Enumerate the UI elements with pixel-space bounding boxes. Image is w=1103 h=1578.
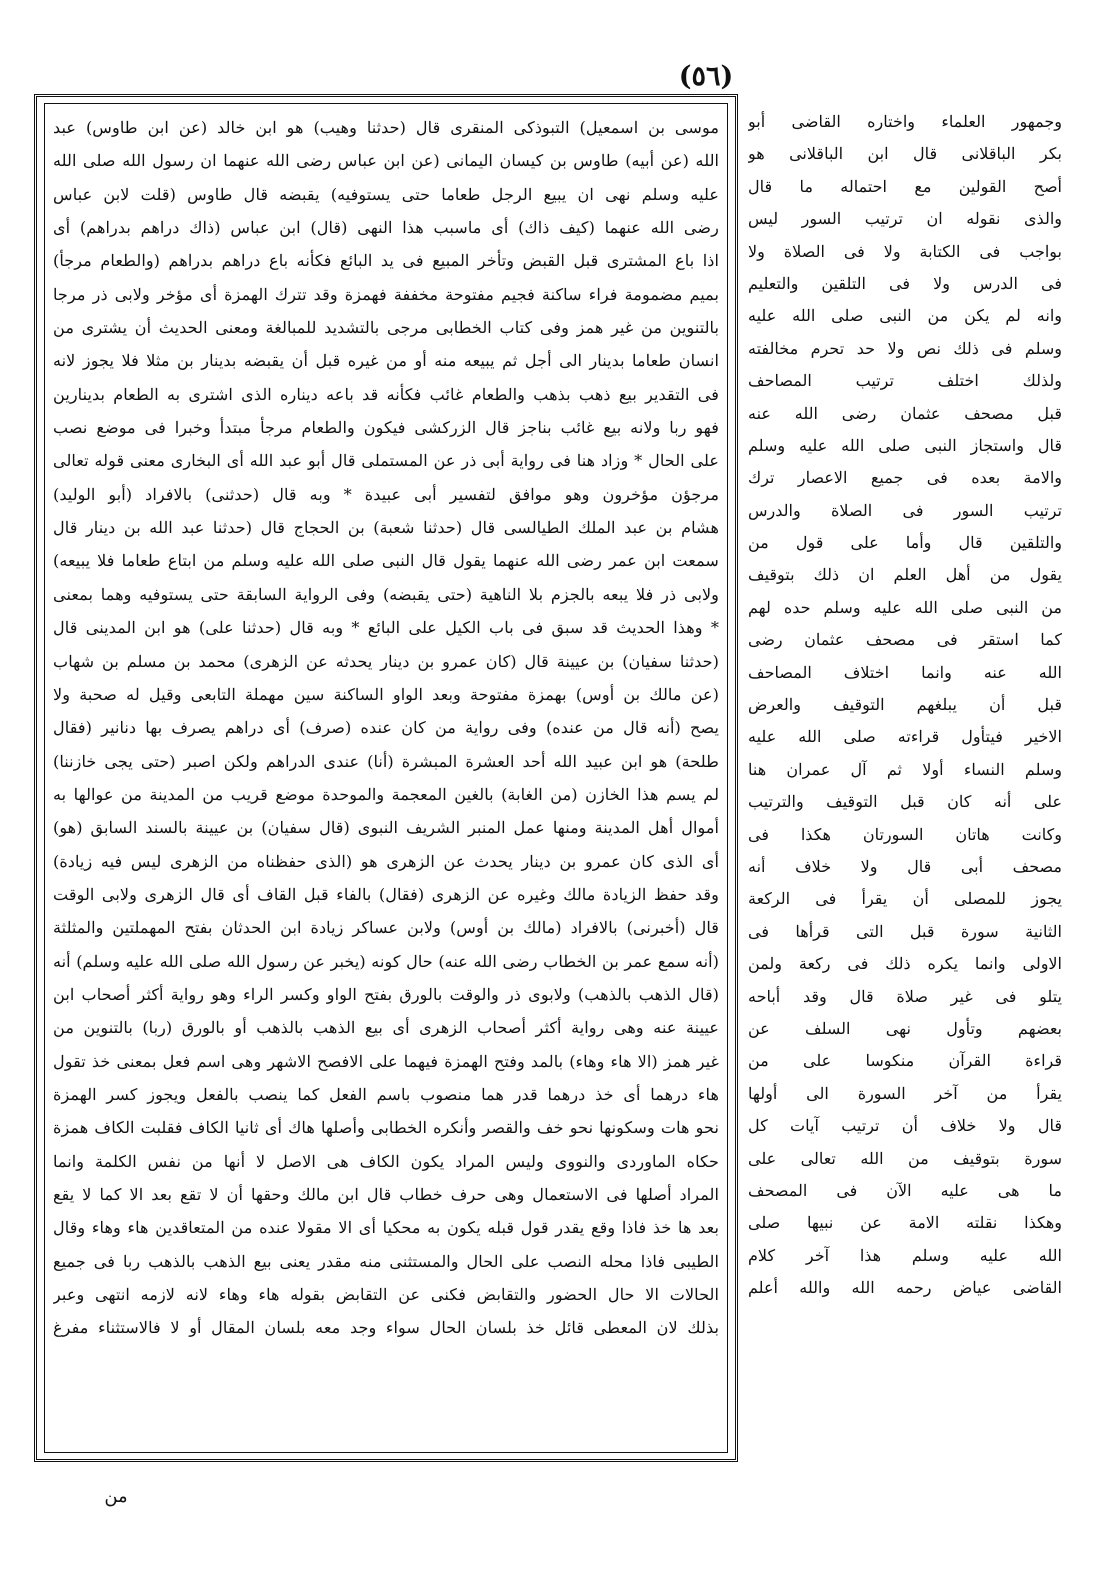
margin-text-line: قال ولا خلاف أن ترتيب آيات كل — [748, 1116, 1062, 1136]
main-text-line: حكاه الماوردى والنووى وليس المراد يكون الكاف هى الاصل لا أنها من نفس الكلمة وانما — [53, 1151, 719, 1171]
margin-text-line: وكانت هاتان السورتان هكذا فى — [748, 824, 1062, 844]
margin-text-line: والتلقين قال وأما على قول من — [748, 533, 1062, 553]
margin-text-line: بكر الباقلانى قال ابن الباقلانى هو — [748, 144, 1062, 164]
main-text-line: هشام بن عبد الملك الطيالسى قال (حدثنا شعبة) بن الحجاج قال (حدثنا عبد الله بن دينار قال — [53, 518, 719, 538]
main-text-body — [53, 111, 719, 1445]
margin-text-line: الاخير فيتأول قراءته صلى الله عليه — [748, 727, 1062, 747]
margin-text-line: القاضى عياض رحمه الله والله أعلم — [748, 1278, 1062, 1298]
main-text-line: اذا باع المشترى قبل القبض وتأخر المبيع فى يد البائع فكأنه باع دراهم بدراهم (والطعام مرجأ) — [53, 251, 719, 271]
main-text-line: أموال أهل المدينة ومنها عمل المنبر الشريف النبوى (قال سفيان) بن عيينة بالسند السابق (هو) — [53, 818, 719, 838]
margin-text-line: فى الدرس ولا فى التلقين والتعليم — [748, 273, 1062, 293]
main-text-line: وقد حفظ الزيادة مالك وغيره عن الزهرى (فقال) بالفاء قبل القاف أى قال الزهرى ولابى الوقت — [53, 884, 719, 904]
main-text-line: غير همز (الا هاء وهاء) بالمد وفتح الهمزة فيهما على الافصح الاشهر وهى اسم فعل بمعنى خذ تقول — [53, 1051, 719, 1071]
main-text-line: (حدثنا سفيان) بن عيينة قال (كان عمرو بن دينار يحدثه عن الزهرى) محمد بن مسلم بن شهاب — [53, 651, 719, 671]
margin-text-line: الاولى وانما يكره ذلك فى ركعة ولمن — [748, 954, 1062, 974]
main-text-line: لم يسم هذا الخازن (من الغابة) بالغين المعجمة والموحدة موضع قريب من المدينة من عوالها به — [53, 784, 719, 804]
main-text-line: موسى بن اسمعيل) التبوذكى المنقرى قال (حدثنا وهيب) هو ابن خالد (عن ابن طاوس) عبد — [53, 118, 719, 137]
margin-text-line: قبل مصحف عثمان رضى الله عنه — [748, 403, 1062, 423]
main-text-line: الله (عن أبيه) طاوس بن كيسان اليمانى (عن ابن عباس رضى الله عنهما ان رسول الله صلى الله — [53, 151, 719, 171]
margin-text-line: يجوز للمصلى أن يقرأ فى الركعة — [748, 889, 1062, 909]
margin-text-line: وجمهور العلماء واختاره القاضى أبو — [748, 112, 1062, 131]
margin-text-line: الله عنه وانما اختلاف المصاحف — [748, 662, 1062, 682]
margin-text-line: يتلو فى غير صلاة قال وقد أباحه — [748, 986, 1062, 1006]
margin-text-line: وانه لم يكن من النبى صلى الله عليه — [748, 306, 1062, 326]
main-text-line: ولابى ذر فلا يبعه بالجزم بلا الناهية (حتى يقبضه) وفى الرواية السابقة حتى يستوفيه وهما بمعنى — [53, 584, 719, 604]
margin-text-line: على أنه كان قبل التوقيف والترتيب — [748, 792, 1062, 812]
main-text-line: بذلك لان المعطى قائل خذ بلسان الحال سواء وجد معه بلسان المقال أو لا فالاستثناء مفرغ — [53, 1318, 719, 1338]
main-text-line: المراد أصلها فى الاستعمال وهى حرف خطاب قال ابن مالك وحقها أن لا تقع بعد الا كما لا يقع — [53, 1185, 719, 1204]
margin-text-line: قبل أن يبلغهم التوقيف والعرض — [748, 695, 1062, 715]
margin-text-line: ولذلك اختلف ترتيب المصاحف — [748, 371, 1062, 391]
main-text-line: انسان طعاما بدينار الى أجل ثم يبيعه منه أو من غيره قبل أن يقبضه بدينار بن مثلا فلا يجوز لانه — [53, 351, 719, 371]
margin-commentary — [748, 106, 1062, 1466]
main-text-line: (قال الذهب بالذهب) ولابوى ذر والوقت بالورق بفتح الواو وكسر الراء وهو رواية أكثر أصحاب ابن — [53, 984, 719, 1004]
main-text-line: سمعت ابن عمر رضى الله عنهما يقول قال النبى صلى الله عليه وسلم من ابتاع طعاما فلا يبيعه) — [53, 551, 719, 571]
margin-text-line: الثانية سورة قبل التى قرأها فى — [748, 921, 1062, 941]
main-text-line: بعد ها خذ فاذا وقع يقدر قول قبله يكون به محكيا أى الا مقولا عنده من المتعاقدين هاء وهاء وقال — [53, 1218, 719, 1238]
margin-text-line: أصح القولين مع احتماله ما قال — [748, 176, 1062, 196]
margin-text-line: بعضهم وتأول نهى السلف عن — [748, 1018, 1062, 1038]
main-text-frame — [34, 94, 738, 1462]
main-text-line: على الحال * وزاد هنا فى رواية أبى ذر عن المستملى قال أبو عبد الله أى البخارى معنى قوله تعالى — [53, 451, 719, 471]
main-text-line: نحو هات وسكونها نحو خف والقصر وأنكره الخطابى وأصلها هاك أى ثانيا الكاف فقلبت الكاف همزة — [53, 1118, 719, 1138]
margin-text-line: بواجب فى الكتابة ولا فى الصلاة ولا — [748, 241, 1062, 261]
catchword: من — [104, 1486, 128, 1507]
margin-text-line: الله عليه وسلم هذا آخر كلام — [748, 1245, 1062, 1265]
main-text-line: فهو ربا ولانه بيع غائب بناجز قال الزركشى فيكون والطعام مرجأ مبتدأ وخبرا فى موضع نصب — [53, 418, 719, 438]
margin-text-line: كما استقر فى مصحف عثمان رضى — [748, 630, 1062, 650]
main-text-line: طلحة) هو ابن عبيد الله أحد العشرة المبشرة (أنا) عندى الدراهم ولكن اصبر (حتى يجى خازننا) — [53, 751, 719, 771]
margin-text-line: والامة بعده فى جميع الاعصار ترك — [748, 468, 1062, 488]
margin-text-line: يقرأ من آخر السورة الى أولها — [748, 1083, 1062, 1103]
main-text-inner-border — [44, 103, 728, 1453]
margin-text-line: وسلم فى ذلك نص ولا حد تحرم مخالفته — [748, 338, 1062, 358]
main-text-line: بميم مضمومة فراء ساكنة فجيم مفتوحة مخففة فهمزة وقد تترك الهمزة أى مؤخر ولابى ذر مرجا — [53, 284, 719, 304]
margin-text-line: والذى نقوله ان ترتيب السور ليس — [748, 209, 1062, 229]
margin-text-line: من النبى صلى الله عليه وسلم حده لهم — [748, 597, 1062, 617]
margin-text-line: ما هى عليه الآن فى المصحف — [748, 1180, 1062, 1200]
main-text-line: بالتنوين من غير همز وفى كتاب الخطابى مرجى بالتشديد للمبالغة ومعنى الحديث أن يشترى من — [53, 318, 719, 338]
main-text-line: * وهذا الحديث قد سبق فى باب الكيل على البائع * وبه قال (حدثنا على) هو ابن المدينى قال — [53, 618, 719, 638]
margin-text-line: ترتيب السور فى الصلاة والدرس — [748, 500, 1062, 520]
margin-text-line: وسلم النساء أولا ثم آل عمران هنا — [748, 759, 1062, 779]
main-text-line: عليه وسلم نهى ان يبيع الرجل طعاما حتى يستوفيه) يقبضه قال طاوس (قلت لابن عباس — [53, 184, 719, 204]
main-text-line: قال (أخبرنى) بالافراد (مالك بن أوس) ولابن عساكر زيادة ابن الحدثان بفتح المهملتين والمثلثة — [53, 918, 719, 938]
margin-text-line: يقول من أهل العلم ان ذلك بتوقيف — [748, 565, 1062, 585]
main-text-line: رضى الله عنهما (كيف ذاك) أى ماسبب هذا النهى (قال) ابن عباس (ذاك دراهم بدراهم) أى — [53, 218, 719, 238]
main-text-line: فى التقدير بيع ذهب بذهب والطعام غائب فكأنه قد باعه ديناره الذى اشترى به الطعام بدينارين — [53, 384, 719, 404]
main-text-line: (عن مالك بن أوس) بهمزة مفتوحة وبعد الواو الساكنة سين مهملة التابعى وقيل له صحبة ولا — [53, 684, 719, 704]
margin-text-line: قراءة القرآن منكوسا على من — [748, 1051, 1062, 1071]
margin-text-line: وهكذا نقلته الامة عن نبيها صلى — [748, 1213, 1062, 1233]
main-text-line: الحالات الا حال الحضور والتقابض فكنى عن التقابض بقوله هاء وهاء لانه لازمه انتهى وعبر — [53, 1285, 719, 1305]
margin-text-line: سورة بتوقيف من الله تعالى على — [748, 1148, 1062, 1168]
main-text-line: يصح (أنه قال من عنده) وفى رواية من كان عنده (صرف) أى دراهم يصرف بها دنانير (فقال — [53, 718, 719, 738]
main-text-line: أى الذى كان عمرو بن دينار يحدث عن الزهرى هو (الذى حفظناه من الزهرى ليس فيه زيادة) — [53, 851, 719, 871]
main-text-line: هاء درهما أى خذ درهما قدر هما منصوب باسم الفعل كما ينصب بالفعل ويجوز كسر الهمزة — [53, 1084, 719, 1104]
margin-text-line: مصحف أبى قال ولا خلاف أنه — [748, 856, 1062, 876]
margin-text-line: قال واستجاز النبى صلى الله عليه وسلم — [748, 435, 1062, 455]
page-number: (٥٦) — [678, 61, 734, 92]
main-text-line: الطيبى فاذا محله النصب على الحال والمستثنى منه مقدر يعنى بيع الذهب بالذهب ربا فى جميع — [53, 1251, 719, 1271]
main-text-line: مرجؤن مؤخرون وهو موافق لتفسير أبى عبيدة * وبه قال (حدثنى) بالافراد (أبو الوليد) — [53, 484, 719, 504]
main-text-line: عيينة عنه وهى رواية أكثر أصحاب الزهرى أى بيع الذهب بالذهب أو بالورق (ربا) بالتنوين من — [53, 1018, 719, 1038]
main-text-line: (أنه سمع عمر بن الخطاب رضى الله عنه) حال كونه (يخبر عن رسول الله صلى الله عليه وسلم) أنه — [53, 951, 719, 971]
